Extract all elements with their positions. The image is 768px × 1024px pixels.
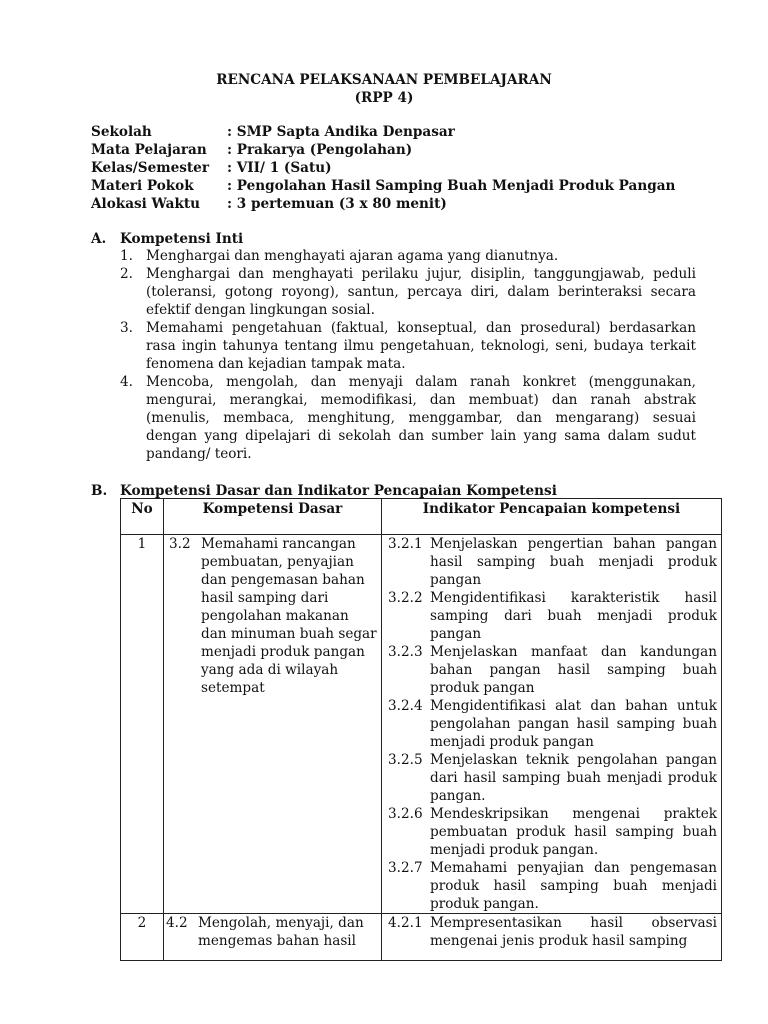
indicator-text: Mengidentifikasi alat dan bahan untuk pengolahan pangan hasil samping buah menjadi produk pangan [430, 698, 717, 750]
meta-key: Alokasi Waktu [91, 196, 201, 212]
kd-cell [164, 535, 382, 914]
indicator-number: 3.2.5 [388, 752, 423, 768]
document-subtitle: (RPP 4) [354, 90, 414, 106]
meta-key: Mata Pelajaran [91, 142, 207, 158]
indicator-item [382, 751, 721, 805]
list-number: 3. [120, 320, 133, 336]
indicator-text: Mengidentifikasi karakteristik hasil samping dari buah menjadi produk pangan [430, 590, 717, 642]
meta-key: Kelas/Semester [91, 160, 209, 176]
section-letter: A. [91, 231, 107, 247]
indicator-item [382, 697, 721, 751]
indicator-number: 3.2.2 [388, 590, 423, 606]
list-text: Memahami pengetahuan (faktual, konseptual, dan prosedural) berdasarkan rasa ingin tahunya tentang ilmu pengetahuan, teknologi, seni, budaya terkait fenomena dan kejadian tampak mata. [146, 320, 696, 372]
indicator-cell [382, 535, 722, 914]
indicator-text: Mendeskripsikan mengenai praktek pembuatan produk hasil samping buah menjadi produk pangan. [430, 806, 717, 858]
table-header-row [121, 499, 722, 535]
meta-key: Materi Pokok [91, 178, 194, 194]
kd-text: Mengolah, menyaji, dan mengemas bahan hasil [198, 915, 364, 949]
header-no: No [121, 499, 164, 535]
row-number: 2 [121, 914, 164, 961]
kompetensi-inti-list [120, 247, 696, 463]
indicator-item [382, 805, 721, 859]
indicator-text: Menjelaskan pengertian bahan pangan hasil samping buah menjadi produk pangan [430, 536, 717, 588]
section-title: Kompetensi Dasar dan Indikator Pencapaian Kompetensi [120, 483, 557, 499]
indicator-number: 3.2.7 [388, 860, 423, 876]
kompetensi-table [120, 498, 722, 961]
indicator-number: 4.2.1 [388, 915, 423, 931]
meta-row [91, 159, 675, 177]
list-text: Menghargai dan menghayati ajaran agama yang dianutnya. [146, 248, 559, 264]
meta-value: : Prakarya (Pengolahan) [227, 142, 413, 158]
table-row [121, 914, 722, 961]
section-a-heading [91, 230, 243, 248]
kd-number: 4.2 [166, 915, 188, 931]
meta-row [91, 195, 675, 213]
meta-value: : SMP Sapta Andika Denpasar [227, 124, 455, 140]
header-indikator: Indikator Pencapaian kompetensi [382, 499, 722, 535]
row-number: 1 [121, 535, 164, 914]
kd-number: 3.2 [169, 536, 191, 552]
meta-value: : 3 pertemuan (3 x 80 menit) [227, 196, 447, 212]
list-item [120, 319, 696, 373]
indicator-number: 3.2.3 [388, 644, 423, 660]
kd-cell [164, 914, 382, 961]
list-number: 2. [120, 266, 133, 282]
list-text: Menghargai dan menghayati perilaku jujur, disiplin, tanggungjawab, peduli (toleransi, gotong royong), santun, percaya diri, dalam berinteraksi secara efektif dengan lingkungan sosial. [146, 266, 696, 318]
section-letter: B. [91, 483, 108, 499]
list-item [120, 373, 696, 463]
table-row [121, 535, 722, 914]
indicator-cell [382, 914, 722, 961]
indicator-item [382, 535, 721, 589]
indicator-item [382, 643, 721, 697]
indicator-text: Memahami penyajian dan pengemasan produk hasil samping buah menjadi produk pangan. [430, 860, 717, 912]
list-item [120, 247, 696, 265]
meta-key: Sekolah [91, 124, 152, 140]
meta-block [91, 123, 675, 213]
indicator-item [382, 859, 721, 913]
list-number: 1. [120, 248, 133, 264]
indicator-item [382, 589, 721, 643]
meta-value: : Pengolahan Hasil Samping Buah Menjadi Produk Pangan [227, 178, 676, 194]
meta-row [91, 177, 675, 195]
list-number: 4. [120, 374, 133, 390]
kd-text: Memahami rancangan pembuatan, penyajian dan pengemasan bahan hasil samping dari pengolahan makanan dan minuman buah segar menjadi produk pangan yang ada di wilayah setempat [201, 536, 377, 696]
list-text: Mencoba, mengolah, dan menyaji dalam ranah konkret (menggunakan, mengurai, merangkai, memodifikasi, dan membuat) dan ranah abstrak (menulis, membaca, menghitung, menggambar, dan mengarang) sesuai dengan yang dipelajari di sekolah dan sumber lain yang sama dalam sudut pandang/ teori. [146, 374, 696, 462]
meta-row [91, 123, 675, 141]
indicator-number: 3.2.6 [388, 806, 423, 822]
indicator-number: 3.2.1 [388, 536, 423, 552]
indicator-text: Menjelaskan manfaat dan kandungan bahan pangan hasil samping buah produk pangan [430, 644, 717, 696]
list-item [120, 265, 696, 319]
document-title: RENCANA PELAKSANAAN PEMBELAJARAN [216, 72, 552, 88]
indicator-number: 3.2.4 [388, 698, 423, 714]
indicator-item [382, 914, 721, 950]
indicator-text: Menjelaskan teknik pengolahan pangan dari hasil samping buah menjadi produk pangan. [430, 752, 717, 804]
indicator-text: Mempresentasikan hasil observasi mengenai jenis produk hasil samping [430, 915, 717, 949]
header-kompetensi-dasar: Kompetensi Dasar [164, 499, 382, 535]
section-title: Kompetensi Inti [120, 231, 244, 247]
meta-value: : VII/ 1 (Satu) [227, 160, 332, 176]
meta-row [91, 141, 675, 159]
